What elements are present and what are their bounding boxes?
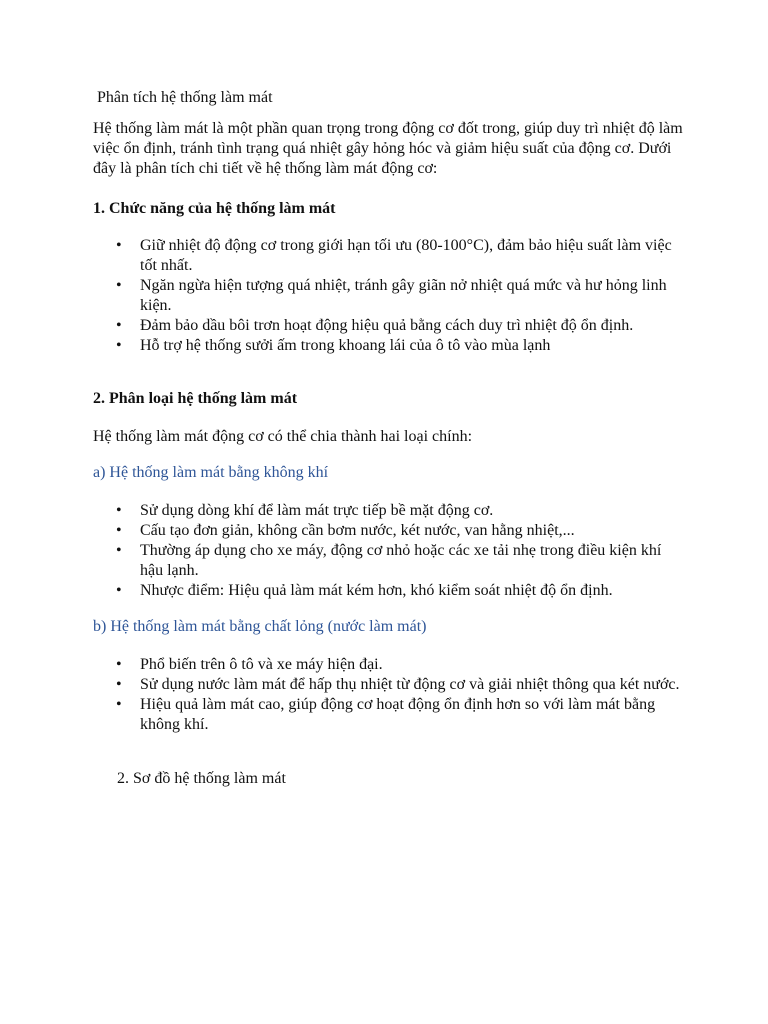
section-diagram-heading: 2. Sơ đồ hệ thống làm mát	[117, 770, 286, 787]
section-2-lead: Hệ thống làm mát động cơ có thể chia thành hai loại chính:	[93, 428, 473, 445]
list-item-text: Hiệu quả làm mát cao, giúp động cơ hoạt động ổn định hơn so với làm mát bằng không khí.	[140, 696, 656, 733]
list-item-text: Hỗ trợ hệ thống sưởi ấm trong khoang lái của ô tô vào mùa lạnh	[140, 337, 551, 354]
bullet-icon: •	[116, 522, 122, 539]
subsection-b-heading: b) Hệ thống làm mát bằng chất lỏng (nước làm mát)	[93, 618, 427, 635]
list-item	[116, 581, 685, 601]
subsection-a-list	[116, 501, 685, 601]
list-item	[116, 236, 685, 276]
document-title: Phân tích hệ thống làm mát	[97, 89, 273, 106]
list-item	[116, 695, 685, 735]
list-item-text: Nhược điểm: Hiệu quả làm mát kém hơn, khó kiểm soát nhiệt độ ổn định.	[140, 582, 613, 599]
list-item	[116, 316, 685, 336]
list-item	[116, 655, 685, 675]
bullet-icon: •	[116, 656, 122, 673]
subsection-b-list	[116, 655, 685, 735]
list-item	[116, 276, 685, 316]
bullet-icon: •	[116, 676, 122, 693]
list-item	[116, 501, 685, 521]
list-item-text: Sử dụng nước làm mát để hấp thụ nhiệt từ động cơ và giải nhiệt thông qua két nước.	[140, 676, 680, 693]
bullet-icon: •	[116, 337, 122, 354]
subsection-a-heading: a) Hệ thống làm mát bằng không khí	[93, 464, 329, 481]
list-item-text: Đảm bảo dầu bôi trơn hoạt động hiệu quả bằng cách duy trì nhiệt độ ổn định.	[140, 317, 634, 334]
bullet-icon: •	[116, 237, 122, 254]
list-item-text: Sử dụng dòng khí để làm mát trực tiếp bề mặt động cơ.	[140, 502, 494, 519]
list-item-text: Phổ biến trên ô tô và xe máy hiện đại.	[140, 656, 383, 673]
section-1-heading: 1. Chức năng của hệ thống làm mát	[93, 200, 336, 217]
section-2-heading: 2. Phân loại hệ thống làm mát	[93, 390, 298, 407]
bullet-icon: •	[116, 317, 122, 334]
bullet-icon: •	[116, 696, 122, 713]
bullet-icon: •	[116, 542, 122, 559]
list-item	[116, 541, 685, 581]
intro-paragraph: Hệ thống làm mát là một phần quan trọng trong động cơ đốt trong, giúp duy trì nhiệt độ làm việc ổn định, tránh tình trạng quá nhiệt gây hỏng hóc và giảm hiệu suất của động cơ. Dưới đây là phân tích chi tiết về hệ thống làm mát động cơ:	[93, 120, 683, 177]
list-item-text: Thường áp dụng cho xe máy, động cơ nhỏ hoặc các xe tải nhẹ trong điều kiện khí hậu lạnh.	[140, 542, 662, 579]
bullet-icon: •	[116, 277, 122, 294]
bullet-icon: •	[116, 502, 122, 519]
section-1-list	[116, 236, 685, 356]
list-item	[116, 521, 685, 541]
list-item	[116, 336, 685, 356]
list-item-text: Ngăn ngừa hiện tượng quá nhiệt, tránh gây giãn nở nhiệt quá mức và hư hỏng linh kiện.	[140, 277, 667, 314]
list-item	[116, 675, 685, 695]
bullet-icon: •	[116, 582, 122, 599]
list-item-text: Cấu tạo đơn giản, không cần bơm nước, két nước, van hằng nhiệt,...	[140, 522, 575, 539]
list-item-text: Giữ nhiệt độ động cơ trong giới hạn tối ưu (80-100°C), đảm bảo hiệu suất làm việc tốt nhất.	[140, 237, 672, 274]
